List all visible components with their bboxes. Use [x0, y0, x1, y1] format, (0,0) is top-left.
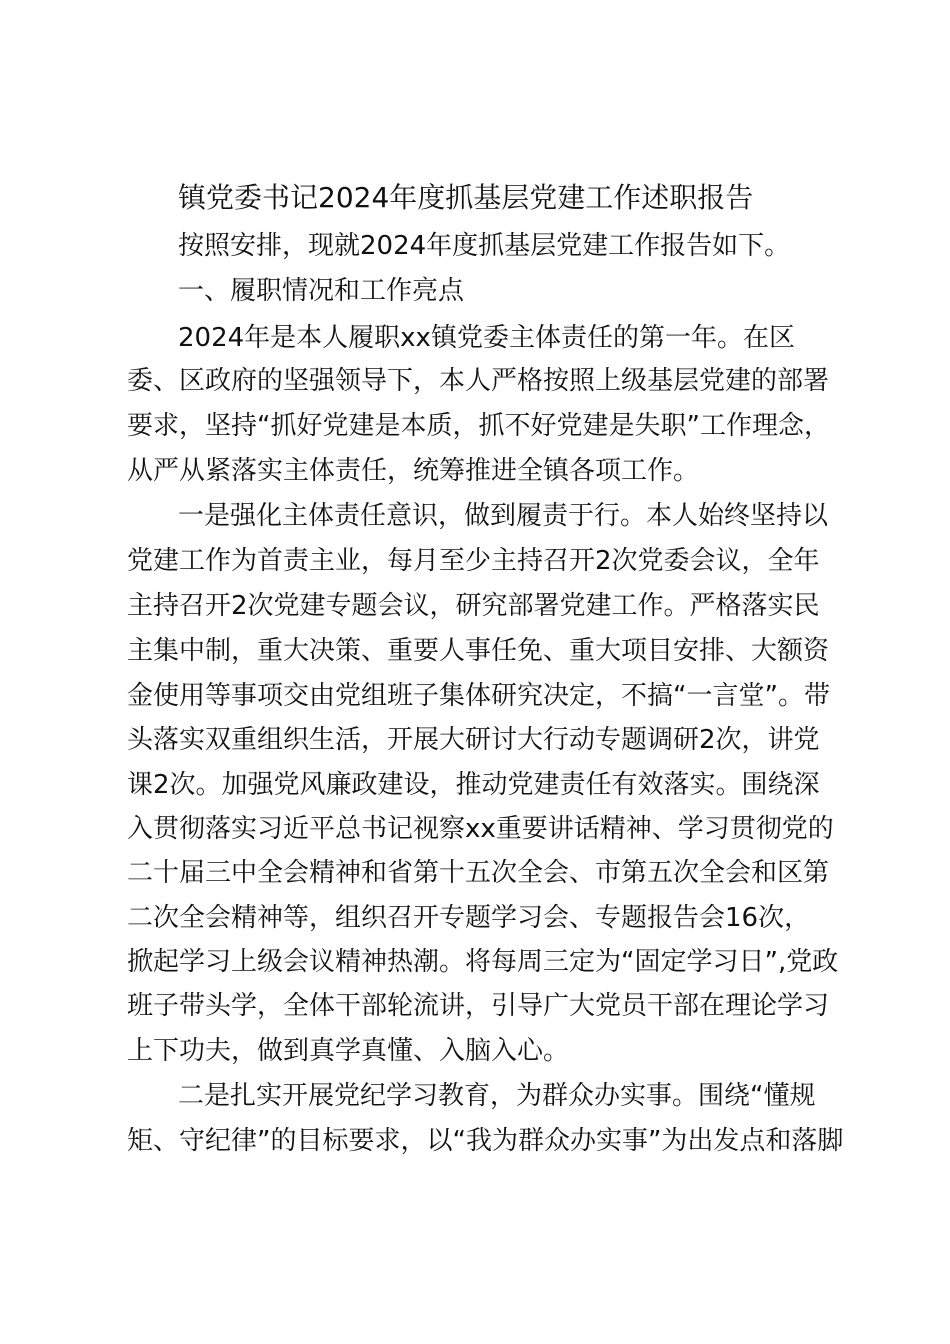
paragraph-line: 掀起学习上级会议精神热潮。将每周三定为“固定学习日”,党政 — [127, 947, 839, 977]
paragraph-line: 2024年是本人履职xx镇党委主体责任的第一年。在区 — [178, 323, 795, 353]
paragraph-line: 二是扎实开展党纪学习教育，为群众办实事。围绕“懂规 — [178, 1081, 816, 1111]
paragraph-line: 委、区政府的坚强领导下，本人严格按照上级基层党建的部署 — [127, 366, 830, 396]
paragraph-line: 从严从紧落实主体责任，统筹推进全镇各项工作。 — [127, 456, 700, 486]
section-heading: 一、履职情况和工作亮点 — [178, 276, 465, 306]
paragraph-line: 班子带头学，全体干部轮流讲，引导广大党员干部在理论学习 — [127, 991, 830, 1021]
paragraph-line: 党建工作为首责主业，每月至少主持召开2次党委会议，全年 — [127, 546, 820, 576]
paragraph-line: 入贯彻落实习近平总书记视察xx重要讲话精神、学习贯彻党的 — [127, 814, 834, 844]
paragraph-line: 二十届三中全会精神和省第十五次全会、市第五次全会和区第 — [127, 858, 830, 888]
paragraph-line: 金使用等事项交由党组班子集体研究决定，不搞“一言堂”。带 — [127, 681, 830, 711]
paragraph-line: 一是强化主体责任意识，做到履责于行。本人始终坚持以 — [178, 501, 829, 531]
paragraph-line: 矩、守纪律”的目标要求，以“我为群众办实事”为出发点和落脚 — [127, 1126, 844, 1156]
paragraph-line: 上下功夫，做到真学真懂、入脑入心。 — [127, 1036, 570, 1066]
document-title: 镇党委书记2024年度抓基层党建工作述职报告 — [178, 181, 754, 214]
paragraph-line: 头落实双重组织生活，开展大研讨大行动专题调研2次，讲党 — [127, 725, 820, 755]
paragraph-line: 要求，坚持“抓好党建是本质，抓不好党建是失职”工作理念， — [127, 411, 830, 441]
paragraph-line: 课2次。加强党风廉政建设，推动党建责任有效落实。围绕深 — [127, 770, 820, 800]
intro-line: 按照安排，现就2024年度抓基层党建工作报告如下。 — [178, 231, 791, 261]
paragraph-line: 主集中制，重大决策、重要人事任免、重大项目安排、大额资 — [127, 636, 830, 666]
paragraph-line: 主持召开2次党建专题会议，研究部署党建工作。严格落实民 — [127, 591, 820, 621]
paragraph-line: 二次全会精神等，组织召开专题学习会、专题报告会16次， — [127, 903, 811, 933]
